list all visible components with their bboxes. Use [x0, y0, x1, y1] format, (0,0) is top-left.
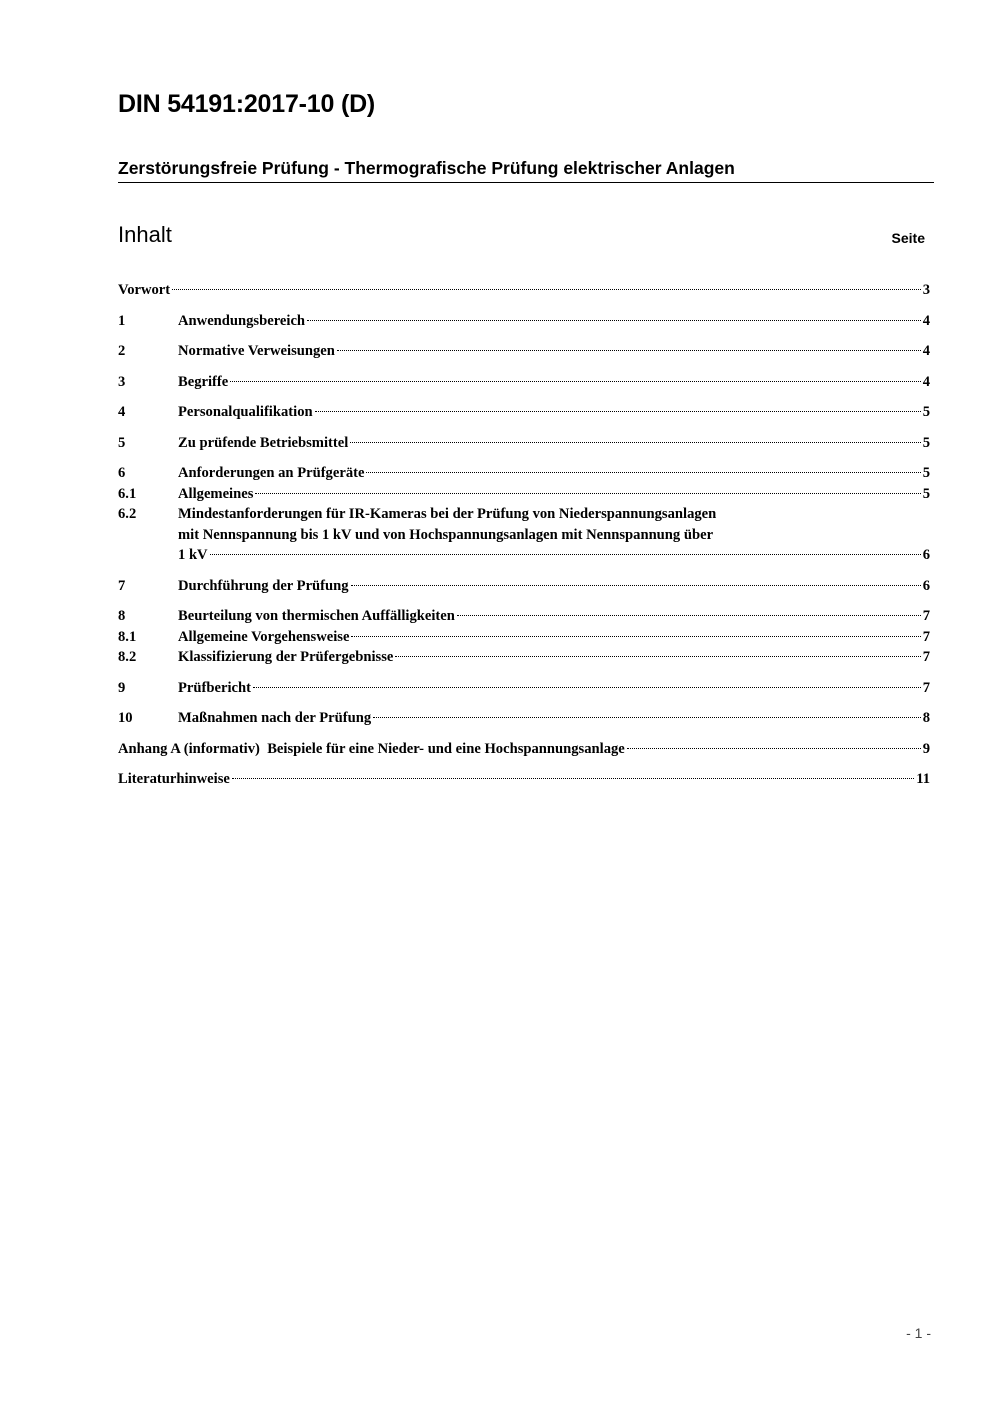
toc-entry-title: Klassifizierung der Prüfergebnisse [178, 649, 394, 665]
toc-entry-6-1[interactable] [118, 484, 930, 505]
toc-entry-title: Literaturhinweise [118, 771, 230, 787]
toc-entry-title: Allgemeine Vorgehensweise [178, 628, 350, 645]
toc-entry-title-line: Mindestanforderungen für IR-Kameras bei der Prüfung von Niederspannungsanlagen [178, 506, 717, 522]
page-number: - 1 - [906, 1325, 931, 1341]
toc-entry-title: Anwendungsbereich [178, 312, 306, 329]
toc-entry-title: Maßnahmen nach der Prüfung [178, 710, 372, 726]
toc-leader [395, 656, 920, 657]
toc-entry-title: Begriffe [178, 373, 229, 390]
toc-entry-page: 3 [922, 282, 930, 298]
toc-leader [253, 687, 921, 688]
toc-entry-8[interactable] [118, 606, 930, 627]
toc-leader [315, 411, 921, 412]
toc-entry-anhang-a[interactable] [118, 739, 930, 760]
toc-entry-number: 10 [118, 710, 133, 726]
toc-leader [351, 636, 920, 637]
toc-entry-page: 6 [922, 547, 930, 563]
toc-leader [373, 717, 921, 718]
toc-entry-page: 4 [922, 312, 930, 329]
toc-entry-3[interactable] [118, 372, 930, 393]
toc-entry-title-line: mit Nennspannung bis 1 kV und von Hochspannungsanlagen mit Nennspannung über [178, 526, 714, 543]
toc-entry-4[interactable] [118, 402, 930, 423]
toc-leader [351, 585, 921, 586]
toc-entry-title: Prüfbericht [178, 679, 251, 696]
toc-entry-6[interactable] [118, 463, 930, 484]
toc-entry-number: 6.2 [118, 506, 137, 522]
toc-entry-literaturhinweise[interactable] [118, 769, 930, 790]
toc-entry-8-2[interactable] [118, 647, 930, 668]
toc-leader [230, 381, 920, 382]
toc-entry-8-1[interactable] [118, 627, 930, 648]
toc-entry-number: 4 [118, 404, 126, 420]
toc-leader [210, 554, 921, 555]
toc-entry-5[interactable] [118, 433, 930, 454]
toc-entry-page: 7 [922, 649, 930, 665]
toc-entry-number: 3 [118, 373, 126, 390]
document-id: DIN 54191:2017-10 (D) [118, 90, 376, 118]
toc-entry-page: 8 [922, 710, 930, 726]
toc-entry-number: 8.2 [118, 649, 137, 665]
toc-entry-number: 6.1 [118, 485, 137, 502]
toc-leader [307, 320, 921, 321]
toc-entry-number: 1 [118, 312, 126, 329]
toc-entry-title: Beurteilung von thermischen Auffälligkeiten [178, 608, 455, 624]
toc-entry-title: Durchführung der Prüfung [178, 577, 349, 594]
toc-leader [457, 615, 921, 616]
table-of-contents [118, 280, 930, 790]
toc-entry-title: Normative Verweisungen [178, 343, 335, 359]
toc-leader [350, 442, 920, 443]
toc-entry-title: Anforderungen an Prüfgeräte [178, 465, 365, 481]
toc-entry-page: 4 [922, 343, 930, 359]
toc-entry-page: 5 [922, 485, 930, 502]
document-title: Zerstörungsfreie Prüfung - Thermografische Prüfung elektrischer Anlagen [118, 158, 934, 183]
toc-leader [255, 493, 920, 494]
toc-entry-page: 9 [922, 740, 930, 757]
toc-entry-page: 5 [922, 465, 930, 481]
toc-entry-number: 9 [118, 679, 126, 696]
toc-entry-page: 5 [922, 404, 930, 420]
toc-leader [232, 778, 914, 779]
toc-entry-2[interactable] [118, 341, 930, 362]
toc-entry-title: Zu prüfende Betriebsmittel [178, 434, 349, 451]
toc-entry-page: 7 [922, 628, 930, 645]
toc-entry-number: 8.1 [118, 628, 137, 645]
toc-entry-number: 5 [118, 434, 126, 451]
toc-entry-number: 6 [118, 465, 126, 481]
toc-entry-title: Anhang A (informativ) Beispiele für eine Nieder- und eine Hochspannungsanlage [118, 740, 625, 757]
toc-entry-7[interactable] [118, 576, 930, 597]
page-column-label: Seite [891, 230, 925, 246]
toc-leader [172, 289, 921, 290]
toc-entry-10[interactable] [118, 708, 930, 729]
toc-entry-title-line: 1 kV [178, 547, 208, 563]
toc-heading: Inhalt [118, 222, 172, 247]
toc-leader [366, 472, 920, 473]
toc-entry-1[interactable] [118, 311, 930, 332]
toc-entry-page: 6 [922, 577, 930, 594]
toc-entry-page: 7 [922, 679, 930, 696]
toc-entry-title: Vorwort [118, 282, 171, 298]
toc-entry-page: 11 [916, 771, 930, 787]
toc-leader [627, 748, 921, 749]
toc-entry-number: 7 [118, 577, 126, 594]
toc-entry-title: Allgemeines [178, 485, 254, 502]
toc-entry-page: 5 [922, 434, 930, 451]
toc-entry-6-2[interactable] [118, 504, 930, 566]
toc-entry-number: 8 [118, 608, 126, 624]
toc-entry-page: 7 [922, 608, 930, 624]
toc-entry-vorwort[interactable] [118, 280, 930, 301]
toc-leader [337, 350, 921, 351]
toc-entry-9[interactable] [118, 678, 930, 699]
toc-entry-page: 4 [922, 373, 930, 390]
toc-entry-number: 2 [118, 343, 126, 359]
toc-entry-title: Personalqualifikation [178, 404, 313, 420]
